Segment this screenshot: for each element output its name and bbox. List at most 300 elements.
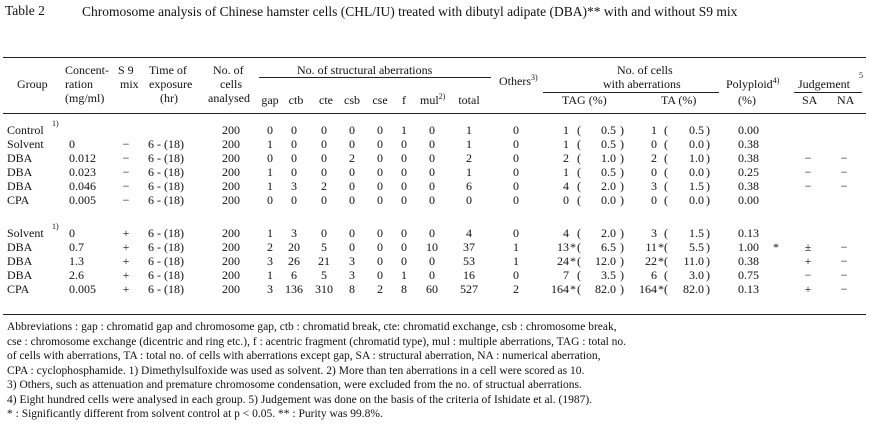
- header-polyploid: [726, 77, 779, 93]
- cell-poly: 0.38: [738, 137, 759, 151]
- cell-s9: −: [122, 193, 130, 207]
- cell-conc: 0: [69, 226, 75, 240]
- cell-tag-n: 164: [551, 282, 569, 296]
- cell-conc: 0.005: [69, 282, 96, 296]
- cell-ta-p: 1.5: [689, 226, 704, 240]
- header-conc-1: Concent-: [65, 63, 109, 77]
- cell-cse: 2: [377, 282, 383, 296]
- open-paren: (: [664, 282, 668, 296]
- cell-cells: 200: [222, 193, 240, 207]
- cell-others: 0: [513, 268, 519, 282]
- cell-time: 6 - (18): [148, 226, 184, 240]
- cell-ctb: 26: [288, 254, 300, 268]
- close-paren: ): [620, 282, 624, 296]
- cell-ta-p: 3.0: [689, 268, 704, 282]
- cell-conc: 0: [69, 137, 75, 151]
- cell-na: −: [840, 179, 848, 193]
- cell-time: 6 - (18): [148, 165, 184, 179]
- header-gap: gap: [261, 93, 279, 107]
- cell-group-note: 1): [52, 222, 59, 231]
- close-paren: ): [620, 137, 624, 151]
- cell-total: 6: [466, 179, 472, 193]
- cell-ta-n: 0: [651, 137, 657, 151]
- cell-na: −: [840, 165, 848, 179]
- cell-group: CPA: [7, 282, 30, 296]
- cell-ctb: 20: [288, 240, 300, 254]
- cell-mul: 0: [429, 123, 435, 137]
- open-paren: (: [577, 179, 581, 193]
- cell-mul: 0: [429, 137, 435, 151]
- cell-f: 0: [401, 254, 407, 268]
- cell-f: 0: [401, 226, 407, 240]
- cell-ta-n: 11: [645, 240, 657, 254]
- cell-cse: 0: [377, 123, 383, 137]
- close-paren: ): [706, 165, 710, 179]
- cell-ctb: 0: [291, 165, 297, 179]
- footnote-line: * : Significantly different from solvent control at p < 0.05. ** : Purity was 99.8%.: [7, 408, 383, 420]
- cell-time: 6 - (18): [148, 193, 184, 207]
- cell-sa: ±: [804, 240, 812, 254]
- cell-ta-p: 11.0: [683, 254, 704, 268]
- cell-tag-n: 1: [563, 137, 569, 151]
- cell-f: 0: [401, 137, 407, 151]
- cell-na: −: [840, 151, 848, 165]
- cell-poly: 0.38: [738, 151, 759, 165]
- cell-ta-p: 0.5: [689, 123, 704, 137]
- cell-cte: 0: [321, 226, 327, 240]
- header-group: Group: [17, 77, 48, 91]
- close-paren: ): [706, 179, 710, 193]
- cell-f: 0: [401, 240, 407, 254]
- cell-ctb: 0: [291, 137, 297, 151]
- cell-group: DBA: [7, 165, 33, 179]
- cell-cse: 0: [377, 226, 383, 240]
- open-paren: (: [664, 268, 668, 282]
- cell-others: 0: [513, 226, 519, 240]
- header-s9-2: mix: [120, 77, 139, 91]
- cell-mul: 10: [426, 240, 438, 254]
- header-polyploid-note: 4): [772, 76, 780, 85]
- cell-poly: 0.00: [738, 123, 759, 137]
- cell-cte: 5: [321, 240, 327, 254]
- open-paren: (: [577, 137, 581, 151]
- cell-cells: 200: [222, 137, 240, 151]
- cell-poly-star: *: [773, 240, 779, 254]
- cell-poly: 0.13: [738, 226, 759, 240]
- cell-cells: 200: [222, 254, 240, 268]
- cell-group: DBA: [7, 240, 33, 254]
- cell-conc: 0.005: [69, 193, 96, 207]
- header-time-2: exposure: [149, 77, 193, 91]
- cell-ta-n: 3: [651, 179, 657, 193]
- cell-tag-p: 82.0: [595, 282, 616, 296]
- cell-ta-n: 22: [645, 254, 657, 268]
- open-paren: (: [577, 151, 581, 165]
- close-paren: ): [620, 254, 624, 268]
- header-judgement-note: 5: [859, 71, 863, 80]
- cell-cte: 5: [321, 268, 327, 282]
- cell-others: 0: [513, 179, 519, 193]
- header-conc-2: ration: [65, 77, 93, 91]
- footnote-line: 3) Others, such as attenuation and premature chromosome condensation, were excluded from the no. of structual aberrations.: [7, 379, 582, 391]
- cell-f: 0: [401, 165, 407, 179]
- cell-gap: 0: [267, 123, 273, 137]
- cell-csb: 2: [349, 151, 355, 165]
- cell-time: 6 - (18): [148, 282, 184, 296]
- footnote-line: of cells with aberrations, TA : total no. of cells with aberrations except gap, SA : structural aberration, NA : numerical aberration,: [7, 350, 601, 362]
- cell-ta-n: 6: [651, 268, 657, 282]
- cell-f: 1: [401, 268, 407, 282]
- close-paren: ): [706, 137, 710, 151]
- header-cte: cte: [319, 93, 333, 107]
- cell-others: 1: [513, 240, 519, 254]
- structural-underline: [259, 77, 491, 78]
- cell-f: 0: [401, 151, 407, 165]
- cell-group: Solvent: [7, 137, 44, 151]
- cell-time: 6 - (18): [148, 268, 184, 282]
- header-cells-ab-2: with aberrations: [603, 77, 681, 91]
- cell-cte: 0: [321, 165, 327, 179]
- cell-tag-p: 0.5: [601, 123, 616, 137]
- cell-time: 6 - (18): [148, 151, 184, 165]
- cell-cte: 0: [321, 123, 327, 137]
- cell-time: 6 - (18): [148, 254, 184, 268]
- cell-cte: 0: [321, 151, 327, 165]
- cell-cte: 2: [321, 179, 327, 193]
- cell-gap: 3: [267, 254, 273, 268]
- cell-poly: 0.13: [738, 282, 759, 296]
- cell-csb: 8: [349, 282, 355, 296]
- cell-cse: 0: [377, 268, 383, 282]
- cell-tag-n: 4: [563, 179, 569, 193]
- cell-cse: 0: [377, 137, 383, 151]
- cell-ctb: 0: [291, 151, 297, 165]
- cell-cse: 0: [377, 179, 383, 193]
- cell-gap: 0: [267, 193, 273, 207]
- cell-cte: 0: [321, 137, 327, 151]
- close-paren: ): [620, 193, 624, 207]
- header-sa: SA: [802, 93, 818, 107]
- cell-ctb: 0: [291, 123, 297, 137]
- header-polyploid-unit: (%): [738, 93, 756, 107]
- cell-group-note: 1): [52, 119, 59, 128]
- cell-ta-p: 5.5: [689, 240, 704, 254]
- cell-others: 2: [513, 282, 519, 296]
- cell-f: 0: [401, 193, 407, 207]
- close-paren: ): [706, 226, 710, 240]
- footnote-line: 4) Eight hundred cells were analysed in each group. 5) Judgement was done on the basis of the criteria of Ishidate et al. (1987).: [7, 393, 593, 406]
- cell-sa: −: [804, 179, 812, 193]
- open-paren: (: [664, 226, 668, 240]
- open-paren: (: [664, 193, 668, 207]
- cell-tag-n: 24: [557, 254, 569, 268]
- cell-total: 527: [460, 282, 478, 296]
- header-structural: No. of structural aberrations: [297, 63, 433, 77]
- cell-poly: 0.38: [738, 254, 759, 268]
- cell-total: 1: [466, 123, 472, 137]
- cell-cse: 0: [377, 240, 383, 254]
- open-paren: (: [664, 254, 668, 268]
- cell-cse: 0: [377, 193, 383, 207]
- cell-ta-n: 0: [651, 165, 657, 179]
- cell-poly: 0.00: [738, 193, 759, 207]
- open-paren: (: [577, 193, 581, 207]
- close-paren: ): [620, 179, 624, 193]
- footnote-line: Abbreviations : gap : chromatid gap and chromosome gap, ctb : chromatid break, cte: chromatid exchange, csb : chromosome break,: [7, 321, 617, 333]
- cell-sa: +: [804, 254, 812, 268]
- cell-conc: 0.7: [69, 240, 84, 254]
- header-ta: TA (%): [661, 93, 697, 107]
- cell-time: 6 - (18): [148, 179, 184, 193]
- open-paren: (: [577, 240, 581, 254]
- close-paren: ): [706, 268, 710, 282]
- cell-ta-star: *: [658, 240, 664, 254]
- header-mul: [420, 93, 445, 109]
- close-paren: ): [706, 240, 710, 254]
- header-conc-3: (mg/ml): [65, 91, 105, 105]
- header-others-note: 3): [531, 73, 538, 82]
- cell-gap: 2: [267, 240, 273, 254]
- cell-time: 6 - (18): [148, 240, 184, 254]
- cell-sa: −: [804, 165, 812, 179]
- cell-total: 53: [463, 254, 475, 268]
- cell-total: 0: [466, 193, 472, 207]
- cell-ta-p: 0.0: [689, 193, 704, 207]
- cell-sa: −: [804, 151, 812, 165]
- cell-tag-p: 6.5: [601, 240, 616, 254]
- cell-csb: 0: [349, 165, 355, 179]
- cell-others: 0: [513, 123, 519, 137]
- cell-cte: 0: [321, 193, 327, 207]
- close-paren: ): [706, 151, 710, 165]
- header-mul-note: 2): [438, 92, 446, 101]
- cell-poly: 0.75: [738, 268, 759, 282]
- cell-csb: 0: [349, 137, 355, 151]
- open-paren: (: [664, 151, 668, 165]
- open-paren: (: [664, 240, 668, 254]
- cell-tag-p: 3.5: [601, 268, 616, 282]
- cell-conc: 0.023: [69, 165, 96, 179]
- cell-time: 6 - (18): [148, 137, 184, 151]
- cell-total: 2: [466, 151, 472, 165]
- close-paren: ): [620, 165, 624, 179]
- cell-s9: +: [122, 254, 130, 268]
- cell-tag-star: *: [570, 254, 576, 268]
- cell-conc: 1.3: [69, 254, 84, 268]
- cell-sa: −: [804, 268, 812, 282]
- cell-cells: 200: [222, 240, 240, 254]
- cell-ctb: 3: [291, 226, 297, 240]
- cell-cte: 21: [318, 254, 330, 268]
- cell-gap: 1: [267, 137, 273, 151]
- cell-mul: 0: [429, 226, 435, 240]
- cell-csb: 0: [349, 123, 355, 137]
- cell-poly: 1.00: [738, 240, 759, 254]
- cell-ta-n: 1: [651, 123, 657, 137]
- close-paren: ): [620, 240, 624, 254]
- header-tag: TAG (%): [562, 93, 607, 107]
- cell-ta-n: 3: [651, 226, 657, 240]
- cell-others: 1: [513, 254, 519, 268]
- cell-cells: 200: [222, 226, 240, 240]
- cell-cells: 200: [222, 268, 240, 282]
- cell-tag-n: 1: [563, 165, 569, 179]
- cell-group: Solvent: [7, 226, 44, 240]
- cell-f: 0: [401, 179, 407, 193]
- cell-mul: 0: [429, 254, 435, 268]
- cell-ta-p: 0.0: [689, 137, 704, 151]
- cell-ta-p: 1.5: [689, 179, 704, 193]
- header-rule: [3, 113, 866, 114]
- cell-mul: 0: [429, 165, 435, 179]
- cell-total: 16: [463, 268, 475, 282]
- cell-na: −: [840, 254, 848, 268]
- cell-tag-p: 0.5: [601, 165, 616, 179]
- cell-tag-p: 0.0: [601, 193, 616, 207]
- cell-csb: 0: [349, 193, 355, 207]
- cell-f: 1: [401, 123, 407, 137]
- table-label: Table 2: [5, 3, 45, 18]
- cell-conc: 0.012: [69, 151, 96, 165]
- header-mul-label: mul: [420, 93, 439, 107]
- header-others-label: Others: [499, 74, 531, 88]
- cell-ta-p: 82.0: [683, 282, 704, 296]
- cell-gap: 1: [267, 165, 273, 179]
- header-cells-ab-1: No. of cells: [617, 63, 673, 77]
- cell-poly: 0.38: [738, 179, 759, 193]
- cell-gap: 1: [267, 226, 273, 240]
- cell-group: DBA: [7, 268, 33, 282]
- cell-ta-p: 0.0: [689, 165, 704, 179]
- cell-ctb: 136: [285, 282, 303, 296]
- cell-ta-n: 0: [651, 193, 657, 207]
- cell-cells: 200: [222, 165, 240, 179]
- open-paren: (: [664, 179, 668, 193]
- open-paren: (: [664, 165, 668, 179]
- cell-cte: 310: [315, 282, 333, 296]
- cell-cse: 0: [377, 254, 383, 268]
- open-paren: (: [577, 165, 581, 179]
- cell-ctb: 0: [291, 193, 297, 207]
- close-paren: ): [620, 226, 624, 240]
- cell-ctb: 3: [291, 179, 297, 193]
- cell-others: 0: [513, 165, 519, 179]
- cell-gap: 1: [267, 268, 273, 282]
- header-judgement: Judgement: [798, 77, 850, 91]
- cell-ctb: 6: [291, 268, 297, 282]
- cell-tag-n: 13: [557, 240, 569, 254]
- cell-group: DBA: [7, 151, 33, 165]
- cell-mul: 0: [429, 193, 435, 207]
- cell-ta-n: 164: [639, 282, 657, 296]
- cell-others: 0: [513, 137, 519, 151]
- top-rule: [3, 57, 866, 58]
- header-cse: cse: [372, 93, 388, 107]
- cell-total: 4: [466, 226, 472, 240]
- open-paren: (: [577, 123, 581, 137]
- cell-cells: 200: [222, 179, 240, 193]
- open-paren: (: [577, 254, 581, 268]
- cell-s9: −: [122, 151, 130, 165]
- cell-gap: 0: [267, 151, 273, 165]
- cell-tag-n: 4: [563, 226, 569, 240]
- cell-total: 1: [466, 165, 472, 179]
- header-cells-1: No. of: [213, 63, 244, 77]
- cell-tag-p: 0.5: [601, 137, 616, 151]
- header-time-1: Time of: [149, 63, 187, 77]
- cell-group: DBA: [7, 254, 33, 268]
- cell-cells: 200: [222, 282, 240, 296]
- footnote-line: cse : chromosome exchange (dicentric and ring etc.), f : acentric fragment (chromatid type), mul : multiple aberrations, TAG : total no.: [7, 335, 627, 348]
- header-cells-3: analysed: [208, 91, 250, 105]
- cell-s9: −: [122, 165, 130, 179]
- cell-mul: 0: [429, 268, 435, 282]
- header-cells-2: cells: [220, 77, 242, 91]
- cell-cells: 200: [222, 123, 240, 137]
- cell-others: 0: [513, 193, 519, 207]
- cell-s9: −: [122, 179, 130, 193]
- table-caption: Chromosome analysis of Chinese hamster cells (CHL/IU) treated with dibutyl adipate (DBA)** with and without S9 mix: [82, 4, 738, 19]
- cell-total: 37: [463, 240, 475, 254]
- cell-mul: 0: [429, 179, 435, 193]
- cell-tag-n: 7: [563, 268, 569, 282]
- cell-s9: +: [122, 240, 130, 254]
- cell-tag-p: 2.0: [601, 179, 616, 193]
- cell-ta-p: 1.0: [689, 151, 704, 165]
- header-ctb: ctb: [288, 93, 304, 107]
- cell-others: 0: [513, 151, 519, 165]
- cell-gap: 1: [267, 179, 273, 193]
- open-paren: (: [664, 137, 668, 151]
- header-f: f: [402, 93, 406, 107]
- cell-cse: 0: [377, 165, 383, 179]
- cell-mul: 60: [426, 282, 438, 296]
- cell-gap: 3: [267, 282, 273, 296]
- cell-tag-p: 1.0: [601, 151, 616, 165]
- cell-s9: +: [122, 268, 130, 282]
- close-paren: ): [706, 193, 710, 207]
- header-polyploid-label: Polyploid: [726, 77, 773, 91]
- cell-s9: +: [122, 226, 130, 240]
- cell-tag-n: 0: [563, 193, 569, 207]
- cell-group: Control: [7, 123, 44, 137]
- header-time-3: (hr): [160, 91, 178, 105]
- cell-f: 8: [401, 282, 407, 296]
- cell-csb: 0: [349, 226, 355, 240]
- cell-total: 1: [466, 137, 472, 151]
- header-s9-1: S 9: [118, 63, 134, 77]
- cell-csb: 3: [349, 268, 355, 282]
- cell-cse: 0: [377, 151, 383, 165]
- cell-tag-star: *: [570, 240, 576, 254]
- cell-ta-star: *: [658, 282, 664, 296]
- close-paren: ): [706, 254, 710, 268]
- cell-tag-p: 12.0: [595, 254, 616, 268]
- close-paren: ): [706, 282, 710, 296]
- cell-sa: +: [804, 282, 812, 296]
- open-paren: (: [577, 268, 581, 282]
- header-na: NA: [837, 93, 855, 107]
- close-paren: ): [706, 123, 710, 137]
- cell-s9: −: [122, 137, 130, 151]
- cell-s9: +: [122, 282, 130, 296]
- close-paren: ): [620, 268, 624, 282]
- cell-conc: 2.6: [69, 268, 84, 282]
- footer-rule: [3, 314, 866, 315]
- cell-tag-n: 1: [563, 123, 569, 137]
- cell-tag-p: 2.0: [601, 226, 616, 240]
- cell-cells: 200: [222, 151, 240, 165]
